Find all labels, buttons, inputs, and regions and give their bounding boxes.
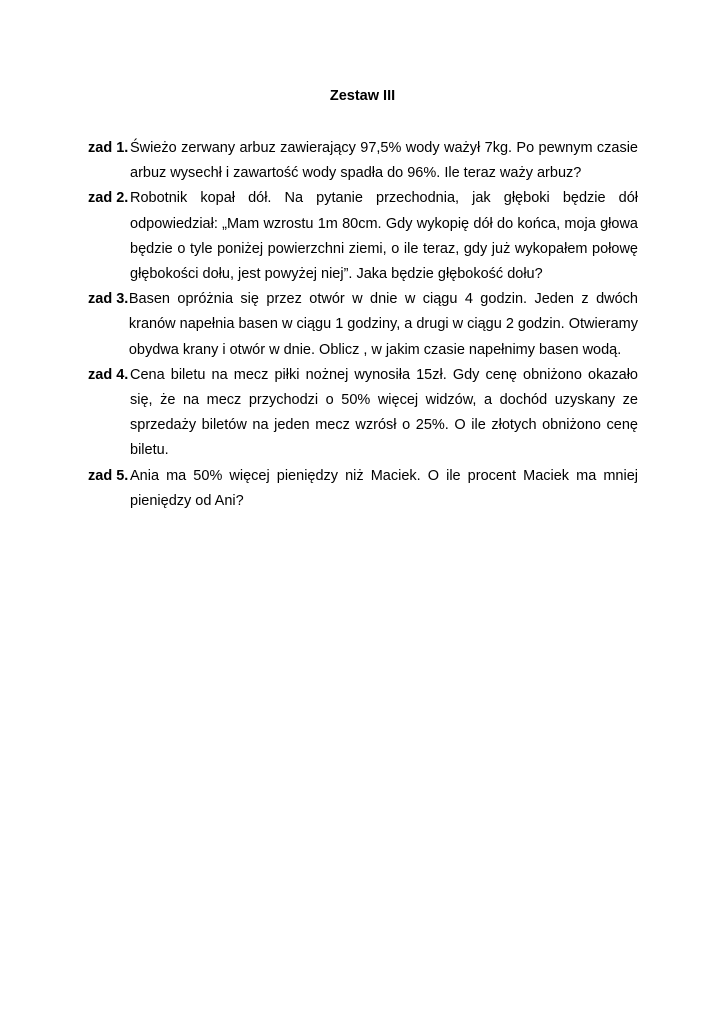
task-label: zad 3. xyxy=(88,291,129,308)
page-title: Zestaw III xyxy=(329,88,396,104)
task-text xyxy=(130,186,638,287)
task-text xyxy=(130,136,638,186)
task-5 xyxy=(88,464,638,514)
task-label: zad 2. xyxy=(88,190,129,207)
task-line: odpowiedział: „Mam wzrostu 1m 80cm. Gdy wykopię dół do końca, moja głowa xyxy=(130,215,638,232)
task-text xyxy=(130,464,638,514)
task-line: Robotnik kopał dół. Na pytanie przechodnia, jak głęboki będzie dół xyxy=(130,190,638,207)
task-label: zad 5. xyxy=(88,467,129,484)
task-text xyxy=(129,287,638,363)
task-line: głębokości dołu, jest powyżej niej”. Jaka będzie głębokość dołu? xyxy=(130,266,543,283)
task-line: pieniędzy od Ani? xyxy=(130,492,244,509)
task-line: sprzedaży biletów na jeden mecz wzrósł o 25%. O ile złotych obniżono cenę xyxy=(130,417,638,434)
task-line: Cena biletu na mecz piłki nożnej wynosiła 15zł. Gdy cenę obniżono okazało xyxy=(130,366,638,383)
task-line: obydwa krany i otwór w dnie. Oblicz , w jakim czasie napełnimy basen wodą. xyxy=(128,341,622,358)
task-line: arbuz wysechł i zawartość wody spadła do 96%. Ile teraz waży arbuz? xyxy=(130,165,582,182)
task-line: się, że na mecz przychodzi o 50% więcej widzów, a dochód uzyskany ze xyxy=(130,392,638,409)
task-1 xyxy=(88,136,638,186)
task-4 xyxy=(88,363,638,464)
task-line: będzie o tyle poniżej powierzchni ziemi, o ile teraz, gdy już wykopałem połowę xyxy=(130,240,638,257)
task-list xyxy=(88,136,638,514)
task-line: Świeżo zerwany arbuz zawierający 97,5% wody ważył 7kg. Po pewnym czasie xyxy=(130,140,638,156)
task-line: Basen opróżnia się przez otwór w dnie w ciągu 4 godzin. Jeden z dwóch xyxy=(128,291,638,308)
task-3 xyxy=(88,287,638,363)
task-label: zad 4. xyxy=(88,366,129,383)
task-line: Ania ma 50% więcej pieniędzy niż Maciek. O ile procent Maciek ma mniej xyxy=(130,467,638,484)
task-text xyxy=(130,363,638,464)
task-line: kranów napełnia basen w ciągu 1 godziny, a drugi w ciągu 2 godzin. Otwieramy xyxy=(128,316,638,333)
task-2 xyxy=(88,186,638,287)
task-label: zad 1. xyxy=(88,140,129,156)
task-line: biletu. xyxy=(130,442,169,459)
